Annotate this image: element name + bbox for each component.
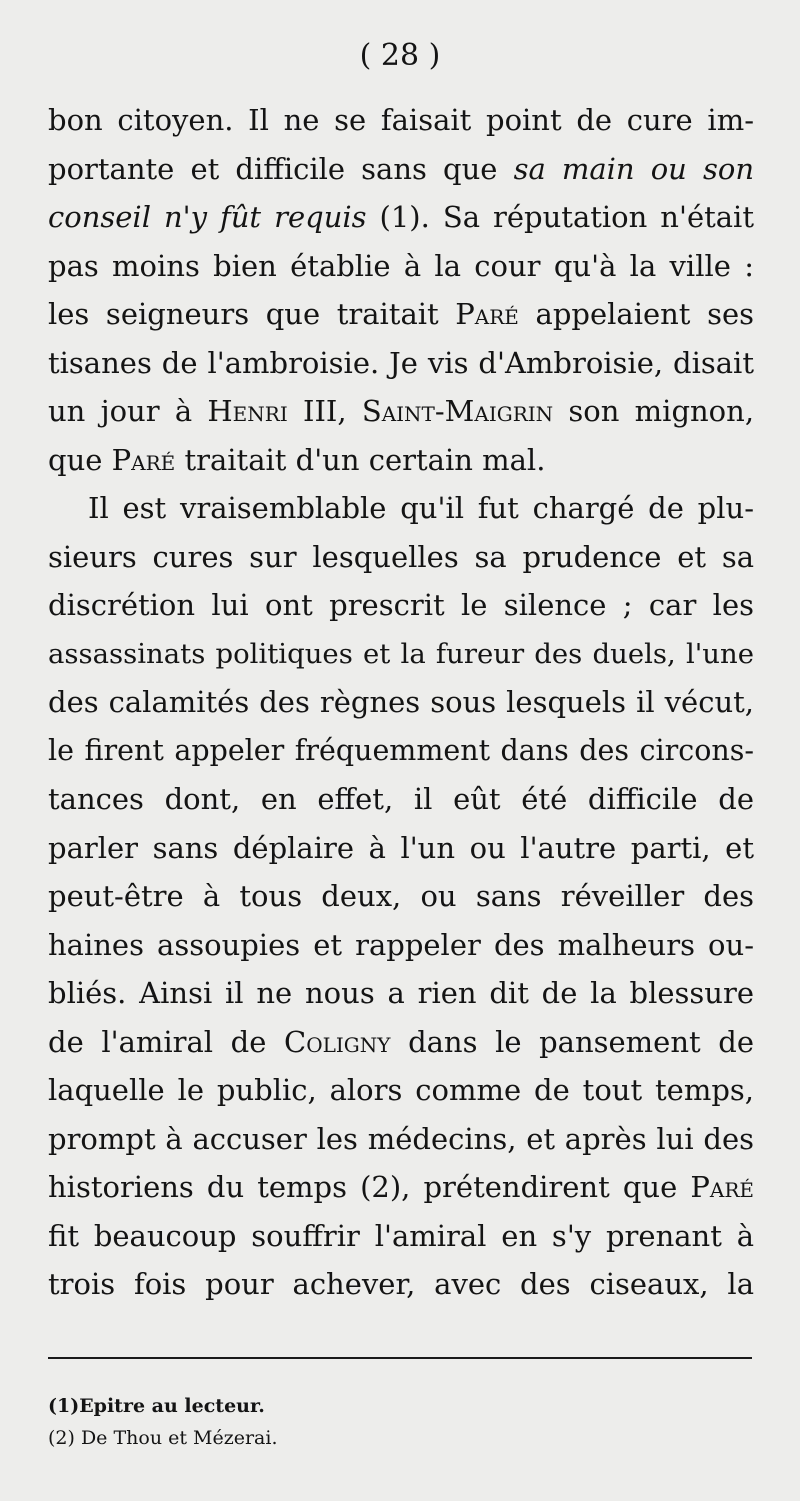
italic-quote: conseil n'y fût requis xyxy=(48,200,367,234)
text-line: sieurs cures sur lesquelles sa prudence et sa xyxy=(48,539,754,574)
text-line: de l'amiral de Coligny dans le pansement de xyxy=(48,1024,754,1059)
text-line: prompt à accuser les médecins, et après lui des xyxy=(48,1121,754,1156)
footnote-1: (1)Epitre au lecteur. xyxy=(48,1395,265,1417)
text-line: bon citoyen. Il ne se faisait point de cure im- xyxy=(48,103,754,137)
name-smallcaps: Henri xyxy=(207,394,288,428)
text-line: conseil n'y fût requis (1). Sa réputation n'était xyxy=(48,200,754,234)
name-smallcaps: Saint-Maigrin xyxy=(361,394,554,428)
text-line: haines assoupies et rappeler des malheurs ou- xyxy=(48,927,754,962)
text-line: tisanes de l'ambroisie. Je vis d'Ambroisie, disait xyxy=(48,345,754,380)
text-line: fit beaucoup souffrir l'amiral en s'y prenant à xyxy=(48,1218,754,1253)
name-smallcaps: Paré xyxy=(690,1170,755,1204)
footnotes xyxy=(48,1390,748,1454)
body-text xyxy=(48,96,754,1309)
text-line: historiens du temps (2), prétendirent que Paré xyxy=(48,1170,755,1204)
name-smallcaps: Coligny xyxy=(284,1024,391,1059)
italic-quote: sa main ou son xyxy=(513,151,754,186)
text-line: le firent appeler fréquemment dans des circons- xyxy=(48,733,754,767)
text-line: les seigneurs que traitait Paré appelaient ses xyxy=(48,297,755,331)
text-line: laquelle le public, alors comme de tout temps, xyxy=(48,1073,754,1107)
text-line: bliés. Ainsi il ne nous a rien dit de la blessure xyxy=(48,976,754,1010)
footnote-2: (2) De Thou et Mézerai. xyxy=(48,1427,278,1449)
text-line: portante et difficile sans que sa main ou son xyxy=(48,151,754,186)
text-line: parler sans déplaire à l'un ou l'autre parti, et xyxy=(48,830,754,865)
name-smallcaps: Paré xyxy=(455,297,519,331)
text-line: Il est vraisemblable qu'il fut chargé de plu- xyxy=(88,491,754,525)
footnote-divider xyxy=(48,1357,752,1359)
text-line: tances dont, en effet, il eût été difficile de xyxy=(48,782,754,816)
page-number: ( 28 ) xyxy=(359,38,441,73)
text-line: pas moins bien établie à la cour qu'à la ville : xyxy=(48,248,754,283)
text-line: assassinats politiques et la fureur des duels, l'une xyxy=(48,637,754,670)
text-line: trois fois pour achever, avec des ciseaux, la xyxy=(48,1267,754,1301)
text-line: un jour à Henri III, Saint-Maigrin son mignon, xyxy=(48,394,755,428)
name-smallcaps: Paré xyxy=(111,442,176,477)
text-line: peut-être à tous deux, ou sans réveiller des xyxy=(48,879,754,913)
text-line: des calamités des règnes sous lesquels il vécut, xyxy=(48,685,754,719)
text-line: discrétion lui ont prescrit le silence ; car les xyxy=(48,588,754,622)
text-line: que Paré traitait d'un certain mal. xyxy=(48,442,546,477)
